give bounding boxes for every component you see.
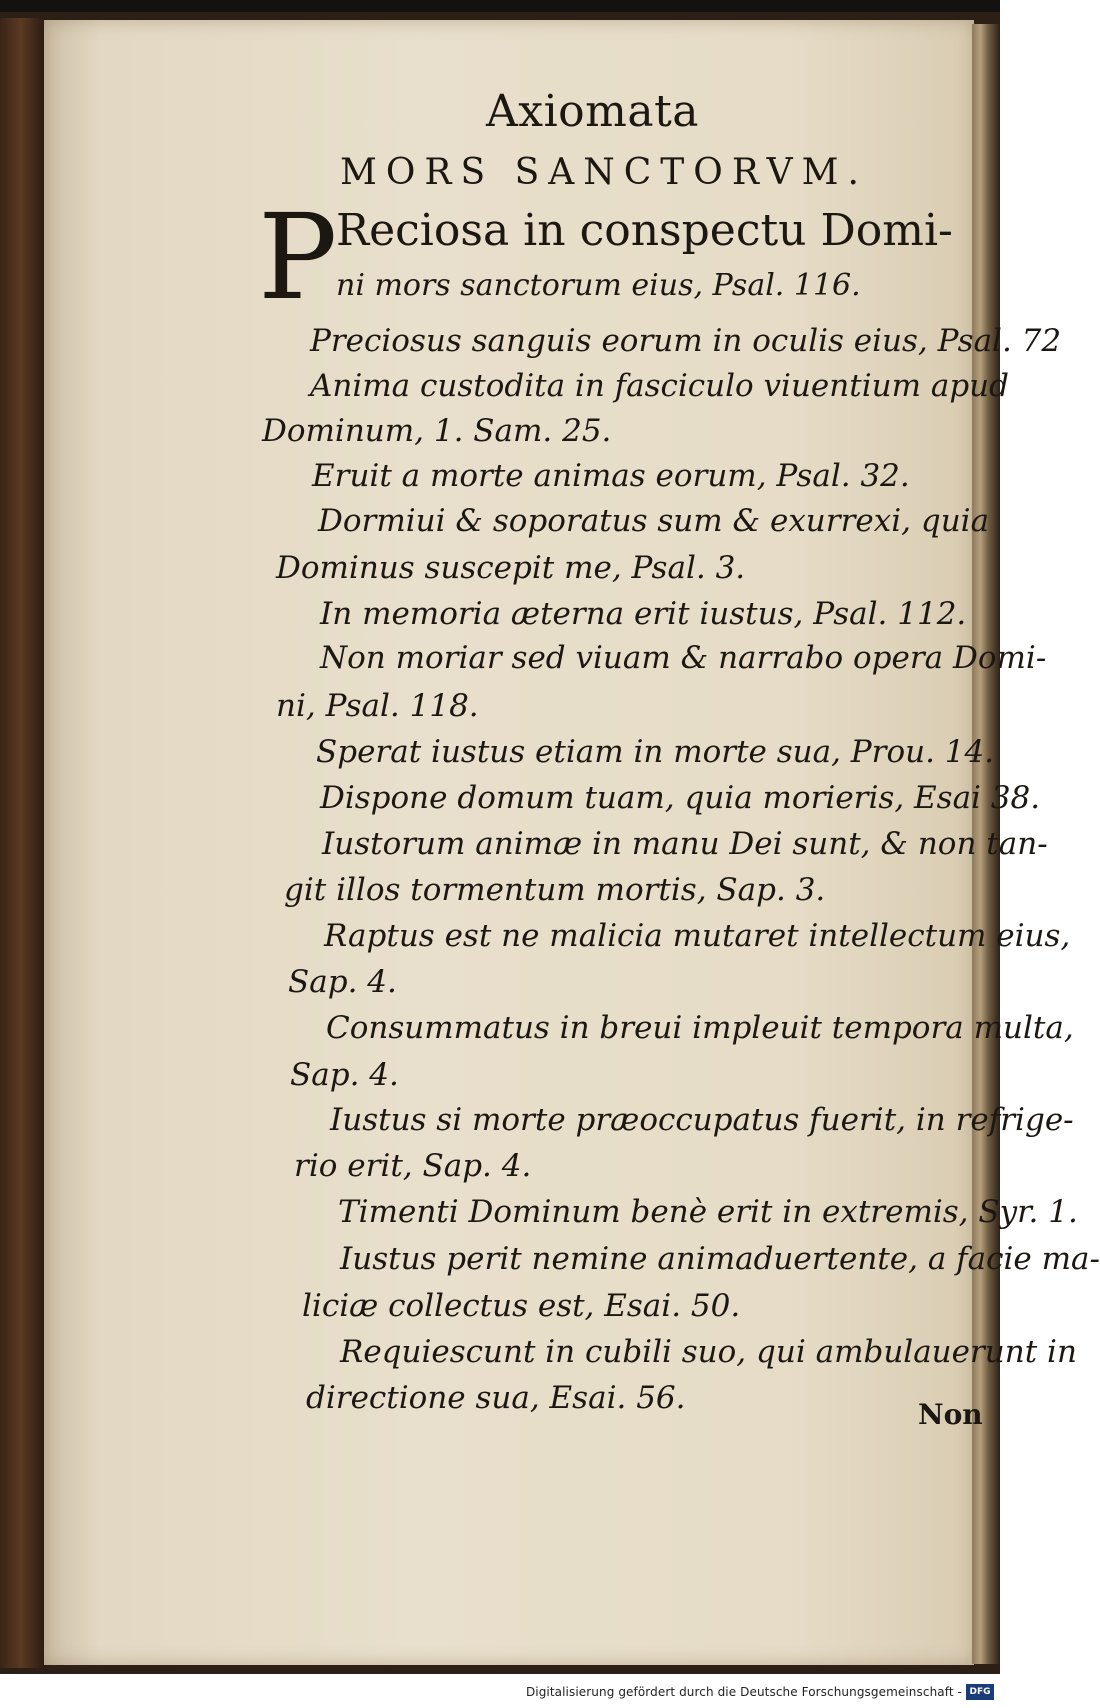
text-line: Sperat iustus etiam in morte sua, Prou. 14. xyxy=(316,734,995,770)
text-line: Iustorum animæ in manu Dei sunt, & non tan- xyxy=(322,826,1048,862)
footer-credit: Digitalisierung gefördert durch die Deutsche Forschungsgemeinschaft - xyxy=(525,1685,962,1699)
text-line: Consummatus in breui impleuit tempora multa, xyxy=(326,1010,1074,1046)
catchword: Non xyxy=(918,1398,983,1431)
text-line: Dominum, 1. Sam. 25. xyxy=(262,413,612,449)
text-line: Non moriar sed viuam & narrabo opera Domi- xyxy=(320,640,1047,676)
digitization-footer xyxy=(0,1680,1000,1708)
text-line: Raptus est ne malicia mutaret intellectum eius, xyxy=(324,918,1071,954)
text-line: Dominus suscepit me, Psal. 3. xyxy=(276,550,746,586)
text-line: Preciosus sanguis eorum in oculis eius, Psal. 72 xyxy=(310,323,1062,359)
text-line: rio erit, Sap. 4. xyxy=(294,1148,532,1184)
drop-initial: P xyxy=(258,188,338,326)
lead-line-2: ni mors sanctorum eius, Psal. 116. xyxy=(336,268,861,303)
text-line: Iustus perit nemine animaduertente, a facie ma- xyxy=(340,1241,1100,1277)
text-line: Sap. 4. xyxy=(290,1057,399,1093)
dfg-logo: DFG xyxy=(966,1684,994,1700)
text-line: ni, Psal. 118. xyxy=(276,688,479,724)
section-heading: MORS SANCTORVM. xyxy=(340,152,868,193)
text-line: Eruit a morte animas eorum, Psal. 32. xyxy=(312,458,910,494)
lead-line-1: Reciosa in conspectu Domi- xyxy=(336,205,953,256)
text-line: git illos tormentum mortis, Sap. 3. xyxy=(284,872,826,908)
text-line: Iustus si morte præoccupatus fuerit, in refrige- xyxy=(330,1102,1074,1138)
text-line: directione sua, Esai. 56. xyxy=(306,1380,686,1416)
running-head: Axiomata xyxy=(486,86,700,137)
text-line: liciæ collectus est, Esai. 50. xyxy=(302,1288,741,1324)
text-line: Dormiui & soporatus sum & exurrexi, quia xyxy=(318,503,990,539)
book-spine-edge xyxy=(0,18,46,1668)
text-line: Sap. 4. xyxy=(288,964,397,1000)
text-line: In memoria æterna erit iustus, Psal. 112. xyxy=(320,596,967,632)
text-line: Requiescunt in cubili suo, qui ambulauerunt in xyxy=(340,1334,1077,1370)
text-line: Anima custodita in fasciculo viuentium apud xyxy=(310,368,1009,404)
text-line: Dispone domum tuam, quia morieris, Esai 38. xyxy=(320,780,1041,816)
text-line: Timenti Dominum benè erit in extremis, Syr. 1. xyxy=(338,1194,1078,1230)
